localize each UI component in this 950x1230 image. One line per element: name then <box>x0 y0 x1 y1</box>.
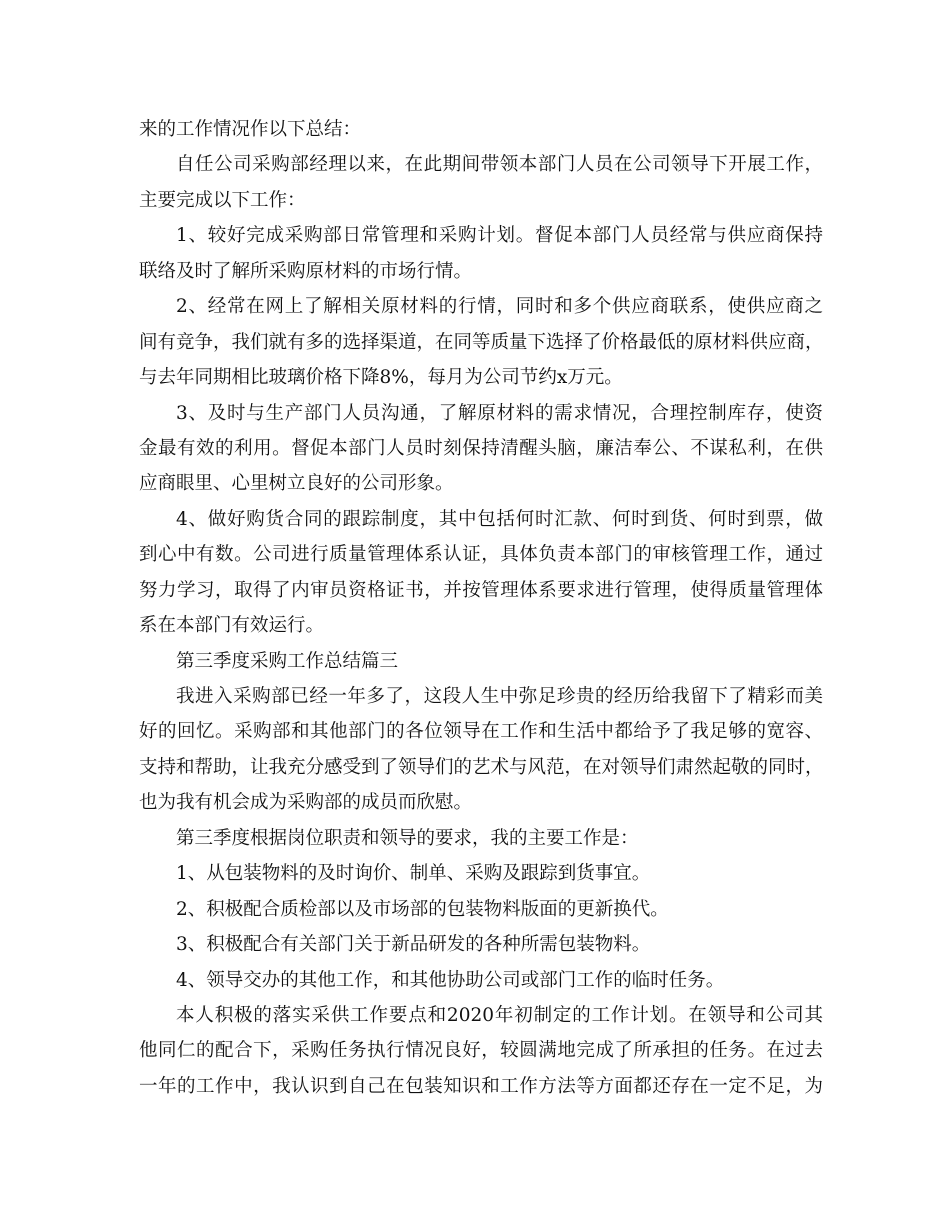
text-line: 我进入采购部已经一年多了，这段人生中弥足珍贵的经历给我留下了精彩而美 <box>176 686 823 707</box>
text-line: 好的回忆。采购部和其他部门的各位领导在工作和生活中都给予了我足够的宽容、 <box>139 721 823 743</box>
text-line: 来的工作情况作以下总结： <box>139 119 362 140</box>
text-line: 3、积极配合有关部门关于新品研发的各种所需包装物料。 <box>176 934 651 956</box>
text-line: 1、较好完成采购部日常管理和采购计划。督促本部门人员经常与供应商保持 <box>176 225 823 247</box>
text-line: 4、领导交办的其他工作，和其他协助公司或部门工作的临时任务。 <box>176 969 725 991</box>
text-line: 2、积极配合质检部以及市场部的包装物料版面的更新换代。 <box>176 898 669 920</box>
text-line: 与去年同期相比玻璃价格下降8%，每月为公司节约x万元。 <box>139 367 623 389</box>
text-line: 第三季度采购工作总结篇三 <box>176 650 399 672</box>
text-line: 本人积极的落实采供工作要点和2020年初制定的工作计划。在领导和公司其 <box>176 1004 823 1026</box>
text-line: 努力学习，取得了内审员资格证书，并按管理体系要求进行管理，使得质量管理体 <box>139 579 823 601</box>
text-line: 主要完成以下工作： <box>139 189 306 211</box>
text-line: 4、做好购货合同的跟踪制度，其中包括何时汇款、何时到货、何时到票，做 <box>176 508 823 530</box>
text-line: 金最有效的利用。督促本部门人员时刻保持清醒头脑，廉洁奉公、不谋私利，在供 <box>139 437 823 459</box>
document-body <box>139 112 823 1104</box>
text-line: 3、及时与生产部门人员沟通，了解原材料的需求情况，合理控制库存，使资 <box>176 402 823 424</box>
text-line: 到心中有数。公司进行质量管理体系认证，具体负责本部门的审核管理工作，通过 <box>139 544 823 566</box>
text-line: 间有竞争，我们就有多的选择渠道，在同等质量下选择了价格最低的原材料供应商， <box>139 331 824 353</box>
text-line: 他同仁的配合下，采购任务执行情况良好，较圆满地完成了所承担的任务。在过去 <box>139 1040 823 1062</box>
text-line: 也为我有机会成为采购部的成员而欣慰。 <box>139 792 473 814</box>
text-line: 2、经常在网上了解相关原材料的行情，同时和多个供应商联系，使供应商之 <box>176 296 823 318</box>
text-line: 自任公司采购部经理以来，在此期间带领本部门人员在公司领导下开展工作， <box>176 154 823 176</box>
text-line: 系在本部门有效运行。 <box>139 615 325 637</box>
text-line: 支持和帮助，让我充分感受到了领导们的艺术与风范，在对领导们肃然起敬的同时， <box>139 756 824 778</box>
text-line: 1、从包装物料的及时询价、制单、采购及跟踪到货事宜。 <box>176 863 651 885</box>
text-line: 第三季度根据岗位职责和领导的要求，我的主要工作是： <box>176 827 639 849</box>
text-line: 一年的工作中，我认识到自己在包装知识和工作方法等方面都还存在一定不足，为 <box>139 1075 823 1097</box>
text-line: 应商眼里、心里树立良好的公司形象。 <box>139 473 454 495</box>
text-line: 联络及时了解所采购原材料的市场行情。 <box>139 260 473 282</box>
